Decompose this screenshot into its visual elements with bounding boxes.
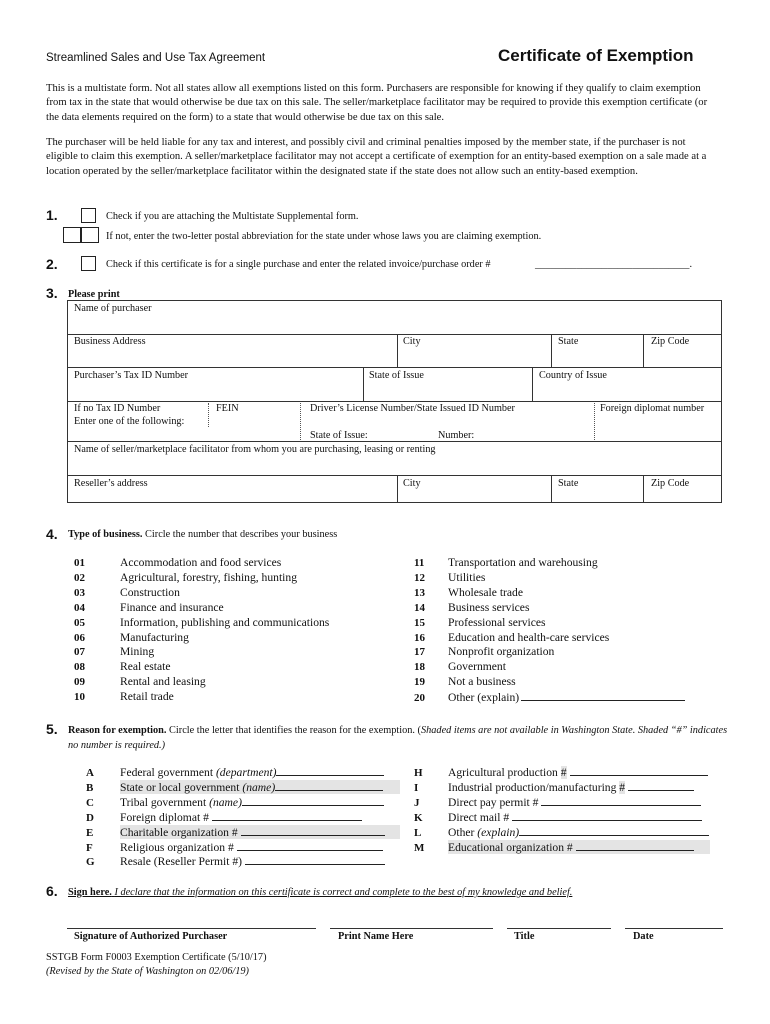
reseller-address-field[interactable]: Reseller’s address xyxy=(74,478,148,489)
section-4-instruction: Circle the number that describes your business xyxy=(142,529,338,540)
reason-label: Other xyxy=(448,826,478,839)
business-label: Transportation and warehousing xyxy=(448,556,598,569)
reason-blank[interactable] xyxy=(275,780,383,791)
section-5-note: Shaded items are not available in Washington State. Shaded “#” indicates no number is required.) xyxy=(68,725,728,751)
drivers-license-field[interactable]: Driver’s License Number/State Issued ID Number xyxy=(310,403,515,414)
reason-letter: L xyxy=(414,827,422,839)
print-name-label: Print Name Here xyxy=(338,931,414,942)
section-3-heading: Please print xyxy=(68,289,120,300)
business-label: Professional services xyxy=(448,615,546,629)
agreement-name: Streamlined Sales and Use Tax Agreement xyxy=(46,52,266,64)
business-type-row[interactable] xyxy=(74,675,384,690)
reason-letter: I xyxy=(414,782,419,794)
section-1-line-1: Check if you are attaching the Multistate Supplemental form. xyxy=(106,211,359,222)
business-types-left xyxy=(74,556,384,705)
reason-blank[interactable] xyxy=(570,765,708,776)
business-code: 13 xyxy=(414,586,425,599)
business-label: Real estate xyxy=(120,660,171,674)
section-5-number: 5. xyxy=(46,721,58,737)
business-type-row[interactable] xyxy=(414,616,734,631)
section-5-heading xyxy=(68,724,728,753)
reason-row-c[interactable] xyxy=(86,795,384,810)
business-label: Retail trade xyxy=(120,690,174,704)
reason-label: Agricultural production xyxy=(448,766,561,779)
section-6-declaration: I declare that the information on this certificate is correct and complete to the best of my knowledge and belief. xyxy=(114,887,573,898)
section-5-instruction: Circle the letter that identifies the reason for the exemption. ( xyxy=(166,725,421,736)
business-code: 18 xyxy=(414,661,425,674)
supplemental-form-checkbox[interactable] xyxy=(81,208,96,223)
business-code: 17 xyxy=(414,646,425,659)
signature-label: Signature of Authorized Purchaser xyxy=(74,931,228,942)
business-label: Government xyxy=(448,660,506,674)
enter-one-label: Enter one of the following: xyxy=(74,416,185,427)
reason-row-i[interactable] xyxy=(414,780,694,795)
reason-label: Charitable organization # xyxy=(120,826,238,839)
reason-label: Resale (Reseller Permit #) xyxy=(120,855,243,868)
reason-label: Direct pay permit # xyxy=(448,796,539,809)
business-type-row[interactable] xyxy=(74,660,384,675)
reason-label: Federal government xyxy=(120,766,216,779)
reason-letter: A xyxy=(86,767,94,779)
business-code: 04 xyxy=(74,601,85,614)
business-type-row[interactable] xyxy=(414,631,734,646)
reseller-city-field[interactable]: City xyxy=(403,478,421,489)
reason-letter: E xyxy=(86,827,94,839)
business-type-row[interactable] xyxy=(74,631,384,646)
state-abbrev-box-2[interactable] xyxy=(81,227,99,243)
business-code: 20 xyxy=(414,692,425,705)
section-5-title: Reason for exemption. xyxy=(68,725,167,736)
business-type-row[interactable] xyxy=(74,690,384,705)
reason-row-k[interactable] xyxy=(414,810,702,825)
business-code: 02 xyxy=(74,571,85,584)
business-label: Accommodation and food services xyxy=(120,556,282,569)
reason-row-l[interactable] xyxy=(414,825,709,840)
business-type-row[interactable] xyxy=(414,556,734,571)
reason-blank[interactable] xyxy=(519,825,709,836)
section-6-text xyxy=(68,887,572,898)
foreign-diplomat-number-field[interactable]: Foreign diplomat number xyxy=(600,403,705,414)
reason-letter: B xyxy=(86,782,94,794)
reason-blank[interactable] xyxy=(237,840,383,851)
dl-number-label: Number: xyxy=(438,430,475,441)
section-6-number: 6. xyxy=(46,883,58,899)
country-of-issue-field[interactable]: Country of Issue xyxy=(539,370,607,381)
revision-note: (Revised by the State of Washington on 02/06/19) xyxy=(46,966,249,977)
reason-blank[interactable] xyxy=(242,795,384,806)
reason-label-italic: (department) xyxy=(215,766,277,779)
reason-label: Direct mail # xyxy=(448,811,510,824)
business-code: 16 xyxy=(414,631,425,644)
section-2-text: Check if this certificate is for a single purchase and enter the related invoice/purchase order # xyxy=(106,259,491,270)
reason-label: State or local government xyxy=(120,781,243,794)
reason-label-italic: (explain) xyxy=(477,826,520,839)
title-line[interactable] xyxy=(507,928,611,929)
business-type-row[interactable] xyxy=(74,586,384,601)
reason-label: Industrial production/manufacturing xyxy=(448,781,620,794)
reason-letter: K xyxy=(414,812,423,824)
tax-id-state-of-issue-field[interactable]: State of Issue xyxy=(369,370,424,381)
business-type-row[interactable] xyxy=(414,571,734,586)
business-type-row[interactable] xyxy=(74,571,384,586)
business-type-row[interactable] xyxy=(414,586,734,601)
business-label: Rental and leasing xyxy=(120,675,206,689)
business-label: Education and health-care services xyxy=(448,630,610,644)
no-tax-id-label: If no Tax ID Number xyxy=(74,403,161,414)
purchaser-tax-id-field[interactable]: Purchaser’s Tax ID Number xyxy=(74,370,189,381)
business-type-row[interactable] xyxy=(414,660,734,675)
reason-letter: D xyxy=(86,812,94,824)
single-purchase-checkbox[interactable] xyxy=(81,256,96,271)
reason-row-j[interactable] xyxy=(414,795,701,810)
business-label: Finance and insurance xyxy=(120,600,224,614)
reason-row-e[interactable] xyxy=(86,825,400,840)
reason-letter: M xyxy=(414,842,425,854)
reason-hash: # xyxy=(560,766,567,779)
date-line[interactable] xyxy=(625,928,723,929)
business-label: Manufacturing xyxy=(120,630,189,644)
intro-paragraph-1: This is a multistate form. Not all states allow all exemptions listed on this form. Purchasers are responsible for knowing if they qualify to claim exemption from tax in the state that would otherwise be due tax on this sale. The seller/marketplace facilitator may be required to provide this exemption certificate (or the data elements required on the form) to a state that would otherwise be due tax on this sale. xyxy=(46,83,708,123)
business-type-row[interactable] xyxy=(414,601,734,616)
section-4-title: Type of business. xyxy=(68,529,143,540)
date-label: Date xyxy=(633,931,654,942)
business-code: 01 xyxy=(74,557,85,569)
business-code: 08 xyxy=(74,661,85,674)
business-code: 10 xyxy=(74,691,85,704)
business-address-field[interactable]: Business Address xyxy=(74,336,146,347)
reason-row-m[interactable] xyxy=(414,840,710,855)
business-type-row[interactable] xyxy=(414,645,734,660)
section-4-number: 4. xyxy=(46,526,58,542)
reason-label-italic: (name) xyxy=(242,781,276,794)
business-label: Wholesale trade xyxy=(448,585,523,599)
section-3-number: 3. xyxy=(46,285,58,301)
reason-label: Religious organization # xyxy=(120,841,234,854)
reason-blank[interactable] xyxy=(628,780,694,791)
reason-blank[interactable] xyxy=(241,825,385,836)
state-field[interactable]: State xyxy=(558,336,579,347)
business-label: Utilities xyxy=(448,570,486,584)
business-code: 14 xyxy=(414,601,425,614)
name-of-purchaser-field[interactable]: Name of purchaser xyxy=(74,303,152,314)
business-code: 15 xyxy=(414,616,425,629)
business-code: 19 xyxy=(414,676,425,689)
intro-paragraph-2: The purchaser will be held liable for any tax and interest, and possibly civil and criminal penalties imposed by the member state, if the purchaser is not eligible to claim this exemption. A seller/marketplace facilitator may not accept a certificate of exemption for an entity-based exemption on a sale made at a location operated by the seller/marketplace facilitator within the designated state if the state does not allow such an entity-based exemption. xyxy=(46,137,707,177)
reason-blank[interactable] xyxy=(245,854,385,865)
fein-field[interactable]: FEIN xyxy=(216,403,239,414)
reason-letter: H xyxy=(414,767,423,779)
other-explain-blank[interactable] xyxy=(521,690,685,701)
reason-row-h[interactable] xyxy=(414,765,708,780)
reason-blank[interactable] xyxy=(576,840,694,851)
business-code: 06 xyxy=(74,631,85,644)
reason-blank[interactable] xyxy=(276,765,384,776)
business-label: Agricultural, forestry, fishing, hunting xyxy=(120,570,297,584)
business-type-row[interactable] xyxy=(414,690,734,706)
reason-letter: G xyxy=(86,856,95,868)
business-type-row[interactable] xyxy=(414,675,734,690)
business-code: 11 xyxy=(414,557,425,569)
reason-blank[interactable] xyxy=(512,810,702,821)
reason-label: Foreign diplomat # xyxy=(120,811,209,824)
business-code: 03 xyxy=(74,586,85,599)
section-4-heading xyxy=(68,529,337,540)
section-6-title: Sign here. xyxy=(68,887,112,898)
seller-name-field[interactable]: Name of seller/marketplace facilitator from whom you are purchasing, leasing or renting xyxy=(74,444,436,455)
business-type-row[interactable] xyxy=(74,645,384,660)
business-type-row[interactable] xyxy=(74,556,384,571)
reason-hash: # xyxy=(619,781,626,794)
business-code: 05 xyxy=(74,616,85,629)
reason-letter: F xyxy=(86,842,93,854)
signature-line[interactable] xyxy=(67,928,316,929)
state-abbrev-box-1[interactable] xyxy=(63,227,81,243)
reason-blank[interactable] xyxy=(541,795,701,806)
reason-row-a[interactable] xyxy=(86,765,384,780)
reseller-state-field[interactable]: State xyxy=(558,478,579,489)
form-title: Certificate of Exemption xyxy=(498,46,694,65)
invoice-number-field[interactable]: ______________________________. xyxy=(535,259,693,270)
reason-row-g[interactable] xyxy=(86,854,385,869)
business-label: Not a business xyxy=(448,675,516,689)
business-type-row[interactable] xyxy=(74,601,384,616)
reason-label: Educational organization # xyxy=(448,841,573,854)
business-label: Other (explain) xyxy=(448,691,520,705)
reseller-zip-field[interactable]: Zip Code xyxy=(651,478,690,489)
business-label: Information, publishing and communications xyxy=(120,615,330,629)
business-label: Nonprofit organization xyxy=(448,645,555,659)
form-id: SSTGB Form F0003 Exemption Certificate (5/10/17) xyxy=(46,952,267,963)
city-field[interactable]: City xyxy=(403,336,421,347)
print-name-line[interactable] xyxy=(330,928,493,929)
business-code: 09 xyxy=(74,676,85,689)
reason-letter: J xyxy=(414,797,420,809)
reason-blank[interactable] xyxy=(212,810,362,821)
business-label: Mining xyxy=(120,645,155,659)
business-types-right xyxy=(414,556,734,706)
section-1-number: 1. xyxy=(46,207,58,223)
reason-row-d[interactable] xyxy=(86,810,362,825)
reason-label: Tribal government xyxy=(120,796,210,809)
zip-code-field[interactable]: Zip Code xyxy=(651,336,690,347)
reason-row-b[interactable] xyxy=(86,780,400,795)
reason-letter: C xyxy=(86,797,94,809)
business-label: Construction xyxy=(120,585,180,599)
business-code: 12 xyxy=(414,571,425,584)
dl-state-of-issue-label: State of Issue: xyxy=(310,430,368,441)
business-type-row[interactable] xyxy=(74,616,384,631)
business-code: 07 xyxy=(74,646,85,659)
section-1-line-2: If not, enter the two-letter postal abbreviation for the state under whose laws you are claiming exemption. xyxy=(106,231,542,242)
reason-label-italic: (name) xyxy=(209,796,242,809)
section-2-number: 2. xyxy=(46,256,58,272)
business-label: Business services xyxy=(448,600,530,614)
title-label: Title xyxy=(514,931,535,942)
reason-row-f[interactable] xyxy=(86,840,383,855)
